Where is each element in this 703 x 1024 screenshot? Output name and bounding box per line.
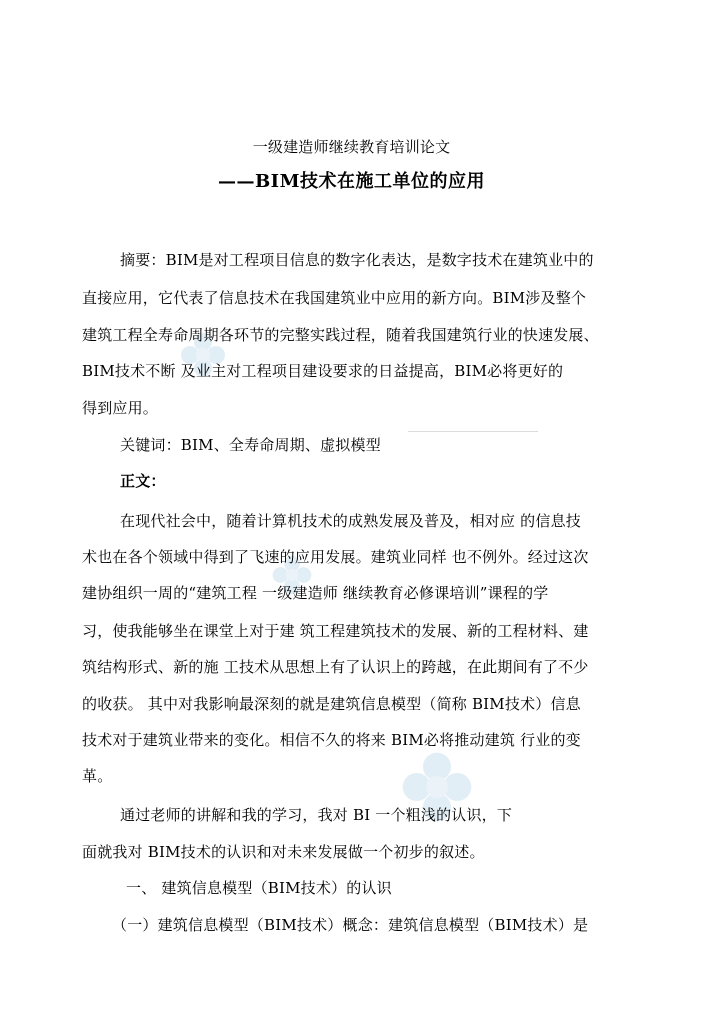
document-title: 一级建造师继续教育培训论文 [252, 138, 451, 156]
body-line: 建协组织一周的“建筑工程 一级建造师 继续教育必修课培训”课程的学 [82, 584, 549, 602]
section-heading: 一、 建筑信息模型（BIM技术）的认识 [126, 879, 392, 897]
body-line: 通过老师的讲解和我的学习，我对 BI 一个粗浅的认识，下 [120, 806, 513, 824]
body-line: 在现代社会中，随着计算机技术的成熟发展及普及，相对应 的信息技 [120, 512, 581, 530]
body-line: 习，使我能够坐在课堂上对于建 筑工程建筑技术的发展、新的工程材料、建 [82, 622, 589, 640]
faint-divider [408, 431, 538, 432]
body-heading: 正文： [120, 472, 166, 490]
abstract-line: 直接应用，它代表了信息技术在我国建筑业中应用的新方向。BIM涉及整个 [82, 289, 587, 307]
body-line: 技术对于建筑业带来的变化。相信不久的将来 BIM必将推动建筑 行业的变 [82, 731, 581, 749]
document-subtitle: ——BIM技术在施工单位的应用 [217, 171, 486, 192]
abstract-line: 建筑工程全寿命周期各环节的完整实践过程，随着我国建筑行业的快速发展、 [82, 326, 599, 344]
abstract-line: BIM技术不断 及业主对工程项目建设要求的日益提高，BIM必将更好的 [82, 362, 564, 380]
body-line: 面就我对 BIM技术的认识和对未来发展做一个初步的叙述。 [82, 843, 485, 861]
body-line: 术也在各个领域中得到了飞速的应用发展。建筑业同样 也不例外。经过这次 [82, 548, 589, 566]
abstract-line: 摘要：BIM是对工程项目信息的数字化表达，是数字技术在建筑业中的 [120, 251, 594, 269]
body-line: 革。 [82, 767, 113, 785]
keywords: 关键词：BIM、全寿命周期、虚拟模型 [120, 436, 381, 454]
abstract-line: 得到应用。 [82, 399, 159, 417]
body-line: 筑结构形式、新的施 工技术从思想上有了认识上的跨越，在此期间有了不少 [82, 658, 589, 676]
subsection-heading: （一）建筑信息模型（BIM技术）概念：建筑信息模型（BIM技术）是 [112, 916, 589, 934]
body-line: 的收获。 其中对我影响最深刻的就是建筑信息模型（简称 BIM技术）信息 [82, 695, 581, 713]
